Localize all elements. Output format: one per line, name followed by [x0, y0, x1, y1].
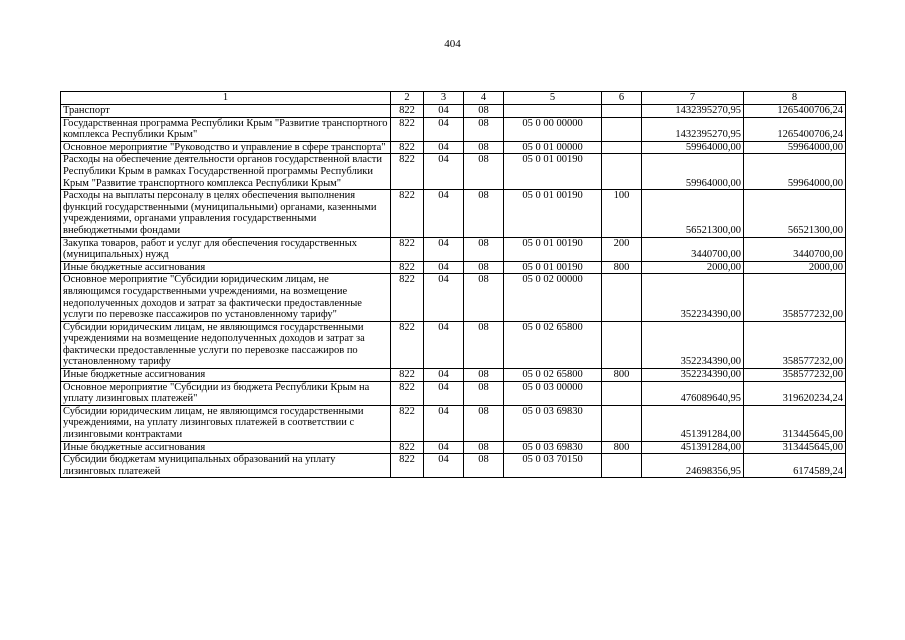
expense-type-cell — [602, 381, 642, 405]
amount-year1-cell: 451391284,00 — [642, 441, 744, 454]
admin-code-cell: 822 — [391, 261, 424, 274]
row-name-cell: Расходы на обеспечение деятельности органов государственной власти Республики Крым в рамках Государственной программы Республики Крым "Развитие транспортного комплекса Республики Крым" — [61, 154, 391, 190]
expense-type-cell — [602, 154, 642, 190]
amount-year2-cell: 59964000,00 — [744, 141, 846, 154]
target-article-cell: 05 0 01 00190 — [504, 190, 602, 237]
row-name-cell: Субсидии юридическим лицам, не являющимся государственными учреждениями, на уплату лизинговых платежей в соответствии с лизинговыми контрактами — [61, 405, 391, 441]
table-row — [61, 369, 846, 382]
section-code-cell: 04 — [424, 117, 464, 141]
admin-code-cell: 822 — [391, 274, 424, 321]
target-article-cell: 05 0 00 00000 — [504, 117, 602, 141]
expense-type-cell — [602, 454, 642, 478]
admin-code-cell: 822 — [391, 190, 424, 237]
target-article-cell: 05 0 01 00190 — [504, 261, 602, 274]
row-name-cell: Иные бюджетные ассигнования — [61, 261, 391, 274]
header-cell: 2 — [391, 92, 424, 105]
amount-year1-cell: 59964000,00 — [642, 141, 744, 154]
admin-code-cell: 822 — [391, 454, 424, 478]
expense-type-cell: 800 — [602, 261, 642, 274]
amount-year1-cell: 2000,00 — [642, 261, 744, 274]
subsection-code-cell: 08 — [464, 405, 504, 441]
expense-type-cell: 800 — [602, 369, 642, 382]
section-code-cell: 04 — [424, 105, 464, 118]
amount-year2-cell: 1265400706,24 — [744, 117, 846, 141]
budget-table — [60, 91, 846, 478]
amount-year2-cell: 2000,00 — [744, 261, 846, 274]
header-cell: 6 — [602, 92, 642, 105]
table-row — [61, 190, 846, 237]
section-code-cell: 04 — [424, 381, 464, 405]
page-number: 404 — [444, 38, 461, 50]
amount-year1-cell: 56521300,00 — [642, 190, 744, 237]
header-cell: 1 — [61, 92, 391, 105]
table-row — [61, 117, 846, 141]
amount-year2-cell: 6174589,24 — [744, 454, 846, 478]
admin-code-cell: 822 — [391, 141, 424, 154]
amount-year1-cell: 352234390,00 — [642, 369, 744, 382]
row-name-cell: Иные бюджетные ассигнования — [61, 369, 391, 382]
row-name-cell: Основное мероприятие "Руководство и управление в сфере транспорта" — [61, 141, 391, 154]
table-row — [61, 441, 846, 454]
target-article-cell: 05 0 01 00000 — [504, 141, 602, 154]
section-code-cell: 04 — [424, 441, 464, 454]
subsection-code-cell: 08 — [464, 454, 504, 478]
header-cell: 7 — [642, 92, 744, 105]
subsection-code-cell: 08 — [464, 117, 504, 141]
admin-code-cell: 822 — [391, 105, 424, 118]
table-row — [61, 141, 846, 154]
row-name-cell: Основное мероприятие "Субсидии из бюджета Республики Крым на уплату лизинговых платежей" — [61, 381, 391, 405]
header-row — [61, 92, 846, 105]
section-code-cell: 04 — [424, 141, 464, 154]
row-name-cell: Иные бюджетные ассигнования — [61, 441, 391, 454]
amount-year1-cell: 352234390,00 — [642, 321, 744, 368]
expense-type-cell — [602, 105, 642, 118]
admin-code-cell: 822 — [391, 369, 424, 382]
header-cell: 3 — [424, 92, 464, 105]
admin-code-cell: 822 — [391, 321, 424, 368]
table-row — [61, 154, 846, 190]
amount-year1-cell: 1432395270,95 — [642, 105, 744, 118]
subsection-code-cell: 08 — [464, 261, 504, 274]
subsection-code-cell: 08 — [464, 190, 504, 237]
amount-year1-cell: 352234390,00 — [642, 274, 744, 321]
admin-code-cell: 822 — [391, 405, 424, 441]
expense-type-cell — [602, 274, 642, 321]
section-code-cell: 04 — [424, 454, 464, 478]
target-article-cell: 05 0 02 65800 — [504, 321, 602, 368]
subsection-code-cell: 08 — [464, 141, 504, 154]
expense-type-cell: 800 — [602, 441, 642, 454]
amount-year1-cell: 59964000,00 — [642, 154, 744, 190]
row-name-cell: Расходы на выплаты персоналу в целях обеспечения выполнения функций государственными (муниципальными) органами, казенными учреждениями, органами управления государственными внебюджетными фондами — [61, 190, 391, 237]
table-row — [61, 237, 846, 261]
admin-code-cell: 822 — [391, 381, 424, 405]
section-code-cell: 04 — [424, 154, 464, 190]
table-row — [61, 321, 846, 368]
expense-type-cell — [602, 141, 642, 154]
header-cell: 4 — [464, 92, 504, 105]
amount-year2-cell: 358577232,00 — [744, 321, 846, 368]
admin-code-cell: 822 — [391, 154, 424, 190]
amount-year2-cell: 319620234,24 — [744, 381, 846, 405]
section-code-cell: 04 — [424, 261, 464, 274]
table-row — [61, 105, 846, 118]
expense-type-cell — [602, 405, 642, 441]
section-code-cell: 04 — [424, 369, 464, 382]
table-row — [61, 274, 846, 321]
target-article-cell: 05 0 01 00190 — [504, 237, 602, 261]
subsection-code-cell: 08 — [464, 237, 504, 261]
amount-year1-cell: 24698356,95 — [642, 454, 744, 478]
section-code-cell: 04 — [424, 321, 464, 368]
row-name-cell: Субсидии юридическим лицам, не являющимся государственными учреждениями на возмещение недополученных доходов и затрат за фактически предоставленные услуги по перевозке пассажиров по установленному тарифу — [61, 321, 391, 368]
amount-year1-cell: 3440700,00 — [642, 237, 744, 261]
amount-year2-cell: 358577232,00 — [744, 274, 846, 321]
target-article-cell: 05 0 01 00190 — [504, 154, 602, 190]
target-article-cell: 05 0 03 70150 — [504, 454, 602, 478]
admin-code-cell: 822 — [391, 237, 424, 261]
target-article-cell: 05 0 03 69830 — [504, 405, 602, 441]
amount-year2-cell: 358577232,00 — [744, 369, 846, 382]
amount-year2-cell: 1265400706,24 — [744, 105, 846, 118]
subsection-code-cell: 08 — [464, 441, 504, 454]
target-article-cell — [504, 105, 602, 118]
admin-code-cell: 822 — [391, 117, 424, 141]
header-cell: 5 — [504, 92, 602, 105]
subsection-code-cell: 08 — [464, 381, 504, 405]
subsection-code-cell: 08 — [464, 274, 504, 321]
amount-year2-cell: 56521300,00 — [744, 190, 846, 237]
row-name-cell: Транспорт — [61, 105, 391, 118]
row-name-cell: Основное мероприятие "Субсидии юридическим лицам, не являющимся государственными учреждениями, на возмещение недополученных доходов и затрат за фактически предоставленные услуги по перевозке пассажиров по установленному тарифу" — [61, 274, 391, 321]
expense-type-cell — [602, 321, 642, 368]
section-code-cell: 04 — [424, 274, 464, 321]
target-article-cell: 05 0 03 00000 — [504, 381, 602, 405]
amount-year2-cell: 59964000,00 — [744, 154, 846, 190]
row-name-cell: Закупка товаров, работ и услуг для обеспечения государственных (муниципальных) нужд — [61, 237, 391, 261]
amount-year2-cell: 313445645,00 — [744, 441, 846, 454]
subsection-code-cell: 08 — [464, 369, 504, 382]
table-row — [61, 405, 846, 441]
expense-type-cell — [602, 117, 642, 141]
table-row — [61, 454, 846, 478]
subsection-code-cell: 08 — [464, 321, 504, 368]
admin-code-cell: 822 — [391, 441, 424, 454]
section-code-cell: 04 — [424, 237, 464, 261]
target-article-cell: 05 0 03 69830 — [504, 441, 602, 454]
amount-year1-cell: 1432395270,95 — [642, 117, 744, 141]
header-cell: 8 — [744, 92, 846, 105]
row-name-cell: Государственная программа Республики Крым "Развитие транспортного комплекса Республики Крым" — [61, 117, 391, 141]
target-article-cell: 05 0 02 00000 — [504, 274, 602, 321]
section-code-cell: 04 — [424, 190, 464, 237]
amount-year1-cell: 451391284,00 — [642, 405, 744, 441]
amount-year2-cell: 313445645,00 — [744, 405, 846, 441]
table-row — [61, 261, 846, 274]
table-row — [61, 381, 846, 405]
subsection-code-cell: 08 — [464, 105, 504, 118]
subsection-code-cell: 08 — [464, 154, 504, 190]
amount-year2-cell: 3440700,00 — [744, 237, 846, 261]
section-code-cell: 04 — [424, 405, 464, 441]
expense-type-cell: 200 — [602, 237, 642, 261]
target-article-cell: 05 0 02 65800 — [504, 369, 602, 382]
amount-year1-cell: 476089640,95 — [642, 381, 744, 405]
row-name-cell: Субсидии бюджетам муниципальных образований на уплату лизинговых платежей — [61, 454, 391, 478]
expense-type-cell: 100 — [602, 190, 642, 237]
